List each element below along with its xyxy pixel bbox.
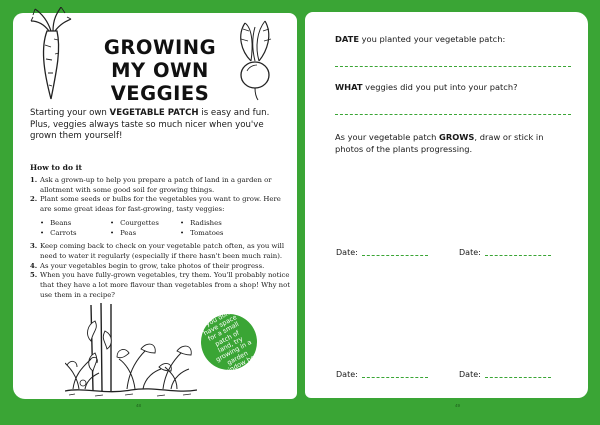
intro-text-before: Starting your own [30, 108, 110, 118]
date-label: Date: [336, 370, 358, 379]
step-number: 5. [30, 271, 38, 280]
date-label: Date: [459, 370, 481, 379]
step-2 [30, 195, 292, 214]
veg-patch-icon [65, 301, 197, 399]
step-4 [30, 262, 292, 272]
intro-emphasis: VEGETABLE PATCH [109, 108, 199, 118]
step-text: Plant some seeds or bulbs for the vegetables you want to grow. Here are some great ideas for fast-growing, tasty veggies: [40, 195, 281, 214]
step-text: Keep coming back to check on your vegetable patch often, as you will need to water it regularly (especially if there hasn't been much rain). [40, 242, 285, 260]
date-label: Date: [459, 248, 481, 257]
page-number-right: 49 [455, 403, 461, 408]
date-field[interactable] [459, 248, 551, 257]
veggie-item: • Peas [110, 229, 180, 239]
veggie-item: • Tomatoes [180, 229, 250, 239]
carrot-icon [27, 7, 73, 103]
date-line[interactable] [485, 255, 551, 256]
step-1 [30, 176, 292, 195]
date-line[interactable] [485, 377, 551, 378]
veggie-item: • Courgettes [110, 219, 180, 229]
steps-list [30, 176, 292, 300]
date-line[interactable] [362, 255, 428, 256]
question-what-veggies [335, 82, 518, 94]
step-text: When you have fully-grown vegetables, try them. You'll probably notice that they have a lot more flavour than vegetables from a shop! Why not use them in a recipe? [40, 271, 291, 299]
step-number: 2. [30, 195, 38, 204]
instruction-text-after: , draw or stick in photos of the plants progressing. [335, 132, 544, 154]
instruction-text-before: As your vegetable patch [335, 132, 440, 142]
tip-text: If you don't have space for a small patch of land, try growing in a garden window box [198, 306, 260, 377]
question-emphasis: WHAT [335, 82, 363, 92]
right-page [305, 12, 588, 398]
question-text: veggies did you put into your patch? [362, 82, 518, 92]
question-emphasis: DATE [335, 34, 359, 44]
instruction-grows [335, 132, 571, 155]
answer-line[interactable] [335, 114, 571, 115]
intro-paragraph [30, 108, 292, 143]
beetroot-icon [231, 17, 279, 101]
step-text: Ask a grown-up to help you prepare a patch of land in a garden or allotment with some good soil for growing things. [40, 176, 272, 194]
question-text: you planted your vegetable patch: [359, 34, 506, 44]
page-title: GROWING MY OWN VEGGIES [103, 36, 217, 105]
step-number: 4. [30, 261, 38, 270]
date-field[interactable] [336, 370, 428, 379]
date-label: Date: [336, 248, 358, 257]
intro-text-after: is easy and fun. Plus, veggies always taste so much nicer when you've grown them yourself! [30, 108, 270, 141]
veggie-item: • Beans [40, 219, 110, 229]
tip-bubble [191, 304, 267, 380]
how-to-heading: How to do it [30, 163, 83, 172]
step-5 [30, 271, 292, 300]
page-number-left: 48 [136, 403, 142, 408]
step-number: 1. [30, 176, 38, 184]
veggie-item: • Radishes [180, 219, 250, 229]
step-3 [30, 242, 292, 261]
step-text: As your vegetables begin to grow, take photos of their progress. [40, 261, 265, 270]
veggie-list [30, 219, 292, 238]
instruction-emphasis: GROWS [439, 132, 475, 142]
left-page [13, 13, 297, 399]
date-field[interactable] [336, 248, 428, 257]
date-line[interactable] [362, 377, 428, 378]
step-number: 3. [30, 242, 38, 251]
question-date-planted [335, 34, 505, 46]
veggie-item: • Carrots [40, 229, 110, 239]
date-field[interactable] [459, 370, 551, 379]
answer-line[interactable] [335, 66, 571, 67]
